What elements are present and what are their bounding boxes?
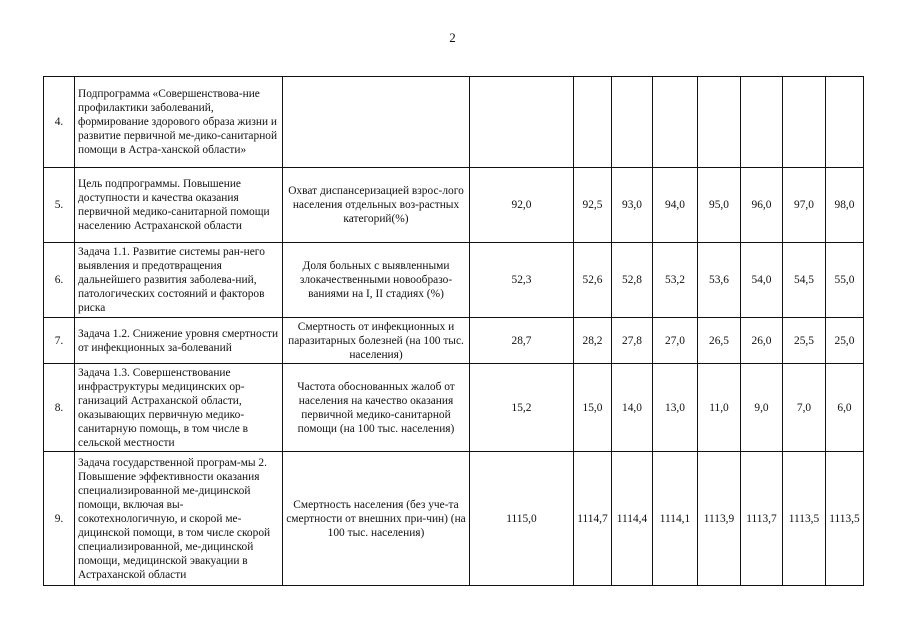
value-cell: 97,0 bbox=[783, 168, 826, 243]
row-number: 6. bbox=[44, 243, 75, 318]
goal-cell: Задача 1.1. Развитие системы ран-него выявления и предотвращения дальнейшего развития заболева-ний, патологических состояний и факторов риска bbox=[75, 243, 283, 318]
value-cell: 54,5 bbox=[783, 243, 826, 318]
value-cell: 92,0 bbox=[470, 168, 574, 243]
value-cell bbox=[574, 77, 612, 168]
value-cell: 54,0 bbox=[741, 243, 783, 318]
goal-cell: Задача государственной програм-мы 2. Повышение эффективности оказания специализированной ме-дицинской помощи, включая вы-сокотехнологичную, и скорой ме-дицинской помощи, в том числе скорой специализированной, ме-дицинской помощи, медицинской эвакуации в Астраханской области bbox=[75, 452, 283, 586]
goal-cell: Задача 1.3. Совершенствование инфраструктуры медицинских ор-ганизаций Астраханской области, оказывающих первичную медико-санитарную помощь, в том числе в сельской местности bbox=[75, 364, 283, 452]
table-row bbox=[44, 452, 864, 586]
table-row bbox=[44, 318, 864, 364]
value-cell: 98,0 bbox=[826, 168, 864, 243]
goal-cell: Задача 1.2. Снижение уровня смертности от инфекционных за-болеваний bbox=[75, 318, 283, 364]
value-cell: 27,0 bbox=[653, 318, 698, 364]
goal-cell: Подпрограмма «Совершенствова-ние профилактики заболеваний, формирование здорового образа жизни и развитие первичной ме-дико-санитарной помощи в Астра-ханской области» bbox=[75, 77, 283, 168]
indicator-cell: Охват диспансеризацией взрос-лого населения отдельных воз-растных категорий(%) bbox=[283, 168, 470, 243]
value-cell: 28,7 bbox=[470, 318, 574, 364]
value-cell bbox=[783, 77, 826, 168]
value-cell: 14,0 bbox=[612, 364, 653, 452]
value-cell: 15,0 bbox=[574, 364, 612, 452]
value-cell: 96,0 bbox=[741, 168, 783, 243]
table-row bbox=[44, 77, 864, 168]
value-cell: 1114,7 bbox=[574, 452, 612, 586]
value-cell: 55,0 bbox=[826, 243, 864, 318]
value-cell bbox=[612, 77, 653, 168]
value-cell: 52,6 bbox=[574, 243, 612, 318]
value-cell bbox=[741, 77, 783, 168]
row-number: 9. bbox=[44, 452, 75, 586]
value-cell: 28,2 bbox=[574, 318, 612, 364]
value-cell: 1113,5 bbox=[783, 452, 826, 586]
value-cell: 52,8 bbox=[612, 243, 653, 318]
value-cell: 1113,9 bbox=[698, 452, 741, 586]
indicators-table bbox=[43, 76, 864, 586]
value-cell bbox=[698, 77, 741, 168]
value-cell: 15,2 bbox=[470, 364, 574, 452]
value-cell: 11,0 bbox=[698, 364, 741, 452]
value-cell: 25,0 bbox=[826, 318, 864, 364]
indicator-cell: Смертность населения (без уче-та смертности от внешних при-чин) (на 100 тыс. населения) bbox=[283, 452, 470, 586]
value-cell: 93,0 bbox=[612, 168, 653, 243]
table-row bbox=[44, 243, 864, 318]
value-cell: 13,0 bbox=[653, 364, 698, 452]
page-number: 2 bbox=[449, 30, 456, 45]
value-cell: 26,5 bbox=[698, 318, 741, 364]
value-cell: 27,8 bbox=[612, 318, 653, 364]
value-cell: 26,0 bbox=[741, 318, 783, 364]
value-cell: 7,0 bbox=[783, 364, 826, 452]
value-cell: 1115,0 bbox=[470, 452, 574, 586]
value-cell bbox=[470, 77, 574, 168]
value-cell: 94,0 bbox=[653, 168, 698, 243]
value-cell: 25,5 bbox=[783, 318, 826, 364]
value-cell: 1114,1 bbox=[653, 452, 698, 586]
value-cell: 53,2 bbox=[653, 243, 698, 318]
indicator-cell: Частота обоснованных жалоб от населения на качество оказания первичной медико-санитарной помощи (на 100 тыс. населения) bbox=[283, 364, 470, 452]
row-number: 7. bbox=[44, 318, 75, 364]
indicator-cell bbox=[283, 77, 470, 168]
row-number: 8. bbox=[44, 364, 75, 452]
value-cell: 1113,7 bbox=[741, 452, 783, 586]
value-cell: 53,6 bbox=[698, 243, 741, 318]
indicator-cell: Смертность от инфекционных и паразитарных болезней (на 100 тыс. населения) bbox=[283, 318, 470, 364]
value-cell: 1113,5 bbox=[826, 452, 864, 586]
value-cell: 52,3 bbox=[470, 243, 574, 318]
table-row bbox=[44, 168, 864, 243]
goal-cell: Цель подпрограммы. Повышение доступности и качества оказания первичной медико-санитарной помощи населению Астраханской области bbox=[75, 168, 283, 243]
value-cell bbox=[653, 77, 698, 168]
value-cell bbox=[826, 77, 864, 168]
row-number: 4. bbox=[44, 77, 75, 168]
value-cell: 95,0 bbox=[698, 168, 741, 243]
value-cell: 92,5 bbox=[574, 168, 612, 243]
row-number: 5. bbox=[44, 168, 75, 243]
value-cell: 9,0 bbox=[741, 364, 783, 452]
indicator-cell: Доля больных с выявленными злокачественными новообразо-ваниями на I, II стадиях (%) bbox=[283, 243, 470, 318]
value-cell: 6,0 bbox=[826, 364, 864, 452]
table-row bbox=[44, 364, 864, 452]
value-cell: 1114,4 bbox=[612, 452, 653, 586]
